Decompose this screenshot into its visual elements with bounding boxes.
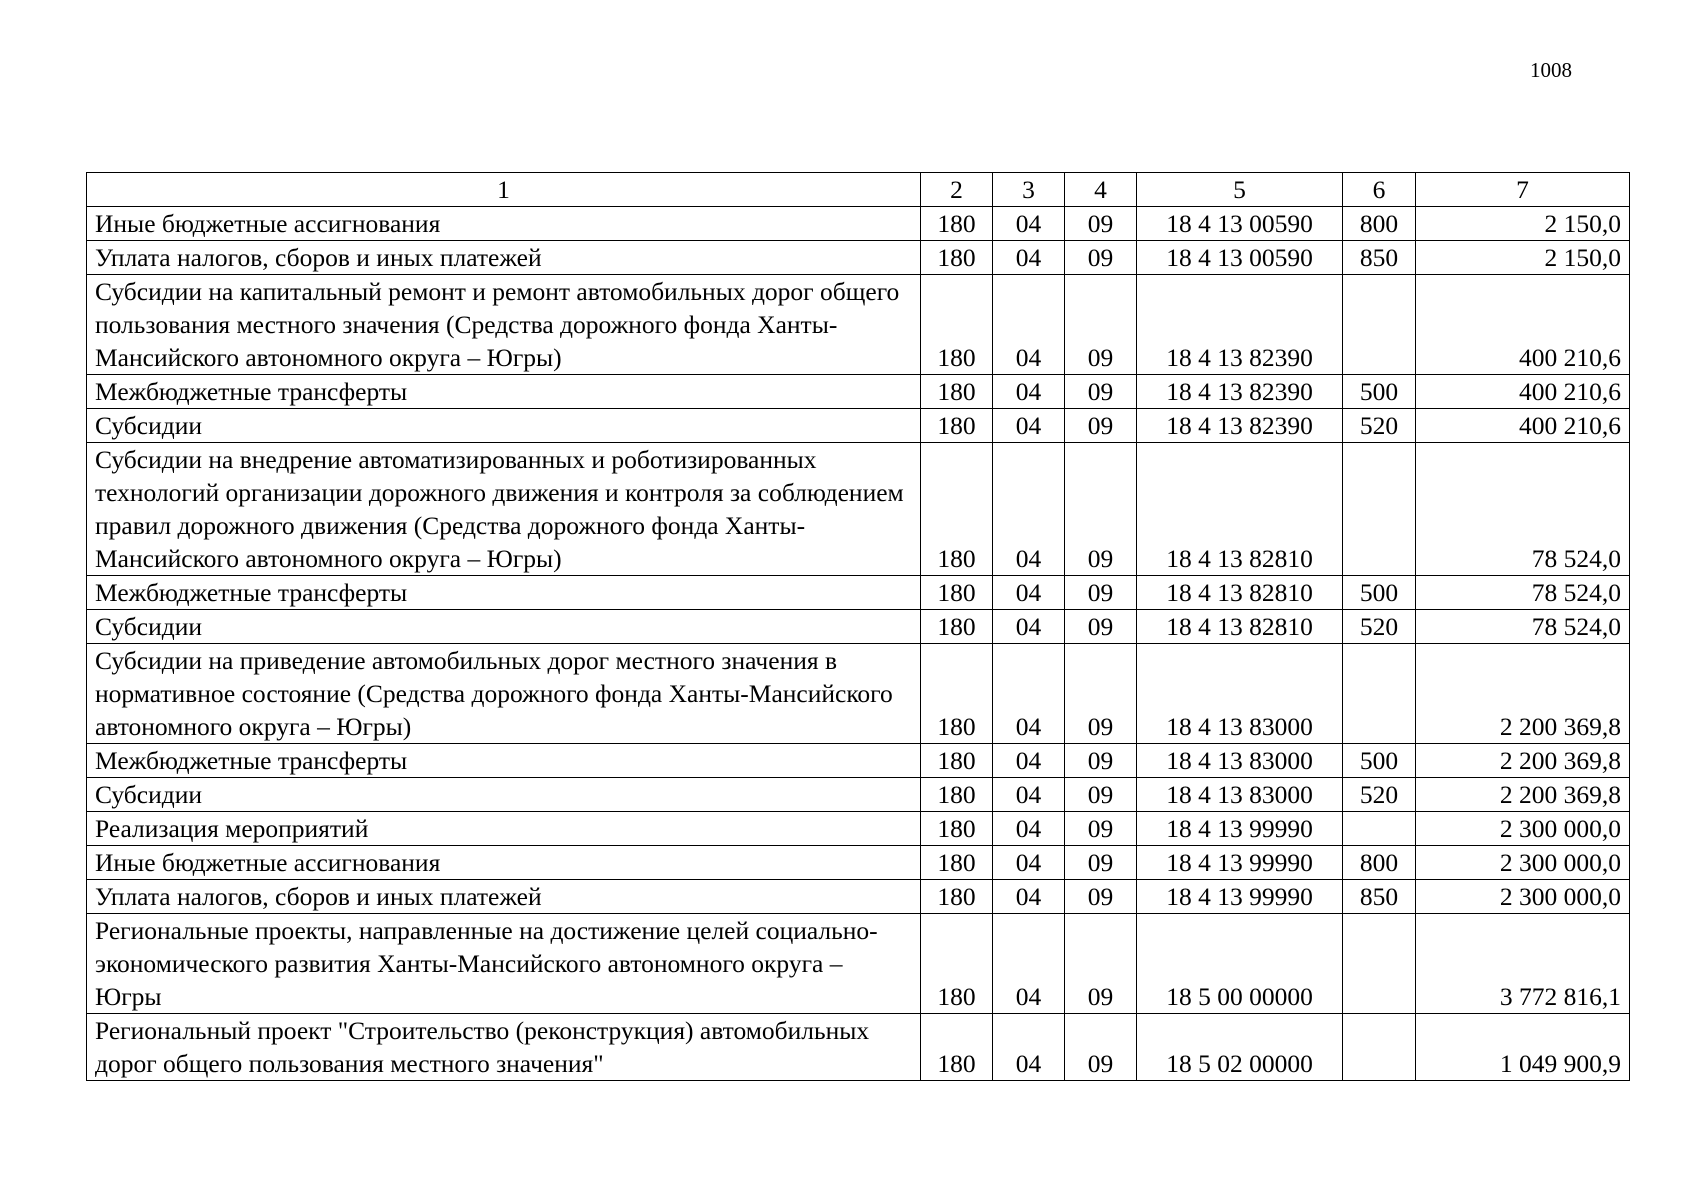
table-row: [87, 744, 1630, 778]
row-type-cell: 800: [1343, 207, 1416, 241]
row-amount-cell: 2 200 369,8: [1416, 644, 1630, 744]
row-subsection-cell: 09: [1065, 275, 1137, 375]
row-name-cell: Региональный проект "Строительство (реконструкция) автомобильных дорог общего пользования местного значения": [87, 1014, 921, 1081]
row-section-cell: 04: [993, 812, 1065, 846]
row-amount-cell: 400 210,6: [1416, 409, 1630, 443]
header-cell: 6: [1343, 173, 1416, 207]
row-type-cell: [1343, 1014, 1416, 1081]
row-target-cell: 18 4 13 99990: [1137, 846, 1343, 880]
row-name-cell: Межбюджетные трансферты: [87, 375, 921, 409]
row-amount-cell: 1 049 900,9: [1416, 1014, 1630, 1081]
row-target-cell: 18 4 13 00590: [1137, 207, 1343, 241]
row-type-cell: [1343, 644, 1416, 744]
row-code-cell: 180: [921, 409, 993, 443]
row-amount-cell: 3 772 816,1: [1416, 914, 1630, 1014]
table-row: [87, 207, 1630, 241]
row-subsection-cell: 09: [1065, 207, 1137, 241]
row-amount-cell: 400 210,6: [1416, 375, 1630, 409]
row-name-cell: Региональные проекты, направленные на достижение целей социально-экономического развития Ханты-Мансийского автономного округа – Югры: [87, 914, 921, 1014]
row-code-cell: 180: [921, 1014, 993, 1081]
row-section-cell: 04: [993, 207, 1065, 241]
row-name-cell: Субсидии: [87, 409, 921, 443]
table-row: [87, 1014, 1630, 1081]
table-row: [87, 275, 1630, 375]
row-target-cell: 18 5 00 00000: [1137, 914, 1343, 1014]
row-code-cell: 180: [921, 644, 993, 744]
header-cell: 1: [87, 173, 921, 207]
row-section-cell: 04: [993, 644, 1065, 744]
row-subsection-cell: 09: [1065, 914, 1137, 1014]
row-name-cell: Субсидии на внедрение автоматизированных и роботизированных технологий организации дорожного движения и контроля за соблюдением правил дорожного движения (Средства дорожного фонда Ханты-Мансийского автономного округа – Югры): [87, 443, 921, 576]
row-section-cell: 04: [993, 610, 1065, 644]
row-target-cell: 18 4 13 83000: [1137, 778, 1343, 812]
row-name-cell: Реализация мероприятий: [87, 812, 921, 846]
table-row: [87, 812, 1630, 846]
budget-table: [86, 172, 1630, 1081]
row-target-cell: 18 4 13 82390: [1137, 375, 1343, 409]
table-row: [87, 846, 1630, 880]
row-section-cell: 04: [993, 443, 1065, 576]
row-type-cell: [1343, 812, 1416, 846]
table-row: [87, 644, 1630, 744]
row-amount-cell: 2 200 369,8: [1416, 744, 1630, 778]
table-row: [87, 375, 1630, 409]
row-code-cell: 180: [921, 207, 993, 241]
row-name-cell: Межбюджетные трансферты: [87, 744, 921, 778]
row-target-cell: 18 4 13 99990: [1137, 880, 1343, 914]
row-code-cell: 180: [921, 610, 993, 644]
row-type-cell: 520: [1343, 409, 1416, 443]
row-code-cell: 180: [921, 275, 993, 375]
row-code-cell: 180: [921, 375, 993, 409]
row-amount-cell: 2 200 369,8: [1416, 778, 1630, 812]
row-name-cell: Субсидии: [87, 610, 921, 644]
row-section-cell: 04: [993, 880, 1065, 914]
row-type-cell: 520: [1343, 610, 1416, 644]
row-code-cell: 180: [921, 744, 993, 778]
row-code-cell: 180: [921, 241, 993, 275]
row-subsection-cell: 09: [1065, 812, 1137, 846]
row-type-cell: 850: [1343, 241, 1416, 275]
row-type-cell: [1343, 443, 1416, 576]
row-target-cell: 18 4 13 82810: [1137, 443, 1343, 576]
row-target-cell: 18 4 13 99990: [1137, 812, 1343, 846]
row-type-cell: 520: [1343, 778, 1416, 812]
row-target-cell: 18 4 13 82810: [1137, 576, 1343, 610]
row-target-cell: 18 5 02 00000: [1137, 1014, 1343, 1081]
row-name-cell: Иные бюджетные ассигнования: [87, 846, 921, 880]
row-section-cell: 04: [993, 409, 1065, 443]
row-section-cell: 04: [993, 576, 1065, 610]
row-amount-cell: 2 300 000,0: [1416, 846, 1630, 880]
row-code-cell: 180: [921, 914, 993, 1014]
row-amount-cell: 78 524,0: [1416, 443, 1630, 576]
table-row: [87, 914, 1630, 1014]
row-target-cell: 18 4 13 83000: [1137, 644, 1343, 744]
header-cell: 7: [1416, 173, 1630, 207]
row-name-cell: Уплата налогов, сборов и иных платежей: [87, 880, 921, 914]
row-section-cell: 04: [993, 1014, 1065, 1081]
table-row: [87, 778, 1630, 812]
row-code-cell: 180: [921, 846, 993, 880]
table-row: [87, 610, 1630, 644]
row-amount-cell: 2 150,0: [1416, 241, 1630, 275]
row-target-cell: 18 4 13 82810: [1137, 610, 1343, 644]
row-target-cell: 18 4 13 83000: [1137, 744, 1343, 778]
header-cell: 3: [993, 173, 1065, 207]
table-row: [87, 241, 1630, 275]
row-type-cell: 800: [1343, 846, 1416, 880]
row-subsection-cell: 09: [1065, 443, 1137, 576]
row-type-cell: 500: [1343, 375, 1416, 409]
row-subsection-cell: 09: [1065, 409, 1137, 443]
row-subsection-cell: 09: [1065, 610, 1137, 644]
row-name-cell: Субсидии на капитальный ремонт и ремонт автомобильных дорог общего пользования местного значения (Средства дорожного фонда Ханты-Мансийского автономного округа – Югры): [87, 275, 921, 375]
table-row: [87, 880, 1630, 914]
row-type-cell: 500: [1343, 744, 1416, 778]
row-type-cell: 850: [1343, 880, 1416, 914]
row-name-cell: Уплата налогов, сборов и иных платежей: [87, 241, 921, 275]
row-section-cell: 04: [993, 744, 1065, 778]
row-amount-cell: 400 210,6: [1416, 275, 1630, 375]
row-section-cell: 04: [993, 914, 1065, 1014]
header-cell: 2: [921, 173, 993, 207]
table-row: [87, 409, 1630, 443]
row-subsection-cell: 09: [1065, 778, 1137, 812]
row-subsection-cell: 09: [1065, 644, 1137, 744]
row-subsection-cell: 09: [1065, 576, 1137, 610]
page-number: 1008: [1530, 58, 1572, 82]
row-code-cell: 180: [921, 812, 993, 846]
row-amount-cell: 78 524,0: [1416, 610, 1630, 644]
row-section-cell: 04: [993, 375, 1065, 409]
row-code-cell: 180: [921, 778, 993, 812]
row-name-cell: Субсидии: [87, 778, 921, 812]
header-cell: 4: [1065, 173, 1137, 207]
row-type-cell: [1343, 914, 1416, 1014]
row-subsection-cell: 09: [1065, 241, 1137, 275]
row-target-cell: 18 4 13 00590: [1137, 241, 1343, 275]
header-cell: 5: [1137, 173, 1343, 207]
row-code-cell: 180: [921, 880, 993, 914]
table-row: [87, 576, 1630, 610]
row-amount-cell: 2 300 000,0: [1416, 812, 1630, 846]
row-amount-cell: 2 150,0: [1416, 207, 1630, 241]
row-code-cell: 180: [921, 443, 993, 576]
row-section-cell: 04: [993, 241, 1065, 275]
row-name-cell: Межбюджетные трансферты: [87, 576, 921, 610]
row-section-cell: 04: [993, 778, 1065, 812]
row-name-cell: Иные бюджетные ассигнования: [87, 207, 921, 241]
row-subsection-cell: 09: [1065, 744, 1137, 778]
row-target-cell: 18 4 13 82390: [1137, 275, 1343, 375]
row-section-cell: 04: [993, 846, 1065, 880]
row-name-cell: Субсидии на приведение автомобильных дорог местного значения в нормативное состояние (Средства дорожного фонда Ханты-Мансийского автономного округа – Югры): [87, 644, 921, 744]
table-header-row: [87, 173, 1630, 207]
row-code-cell: 180: [921, 576, 993, 610]
row-amount-cell: 78 524,0: [1416, 576, 1630, 610]
row-target-cell: 18 4 13 82390: [1137, 409, 1343, 443]
table-row: [87, 443, 1630, 576]
row-subsection-cell: 09: [1065, 846, 1137, 880]
row-section-cell: 04: [993, 275, 1065, 375]
row-type-cell: 500: [1343, 576, 1416, 610]
row-subsection-cell: 09: [1065, 1014, 1137, 1081]
row-subsection-cell: 09: [1065, 375, 1137, 409]
row-subsection-cell: 09: [1065, 880, 1137, 914]
row-type-cell: [1343, 275, 1416, 375]
row-amount-cell: 2 300 000,0: [1416, 880, 1630, 914]
